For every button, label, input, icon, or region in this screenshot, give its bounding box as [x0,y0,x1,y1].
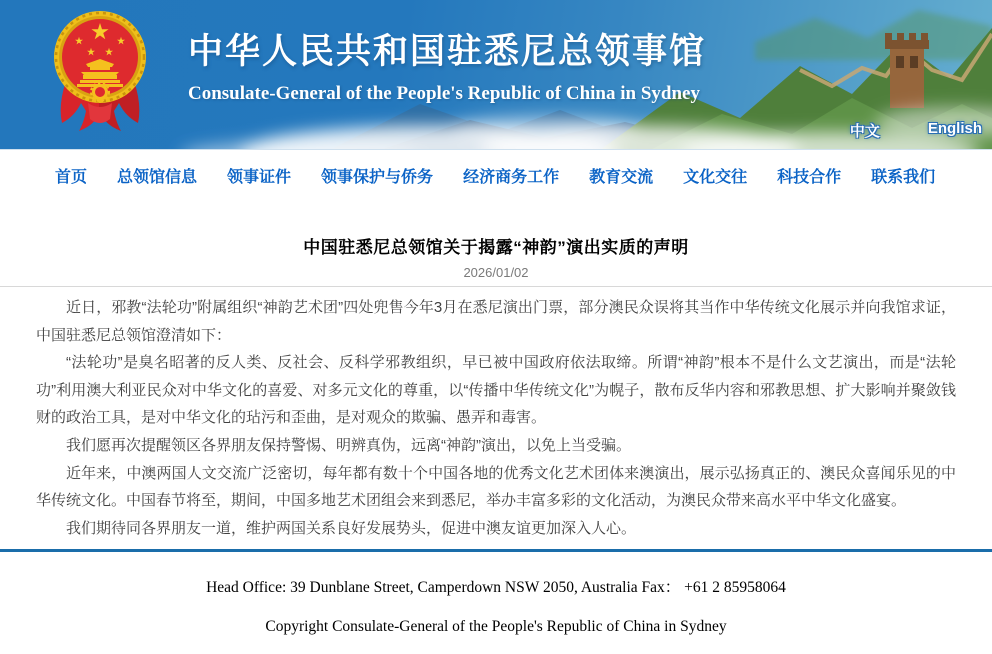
lang-link-english[interactable]: English [927,120,982,137]
site-title-english: Consulate-General of the People's Republic of China in Sydney [188,83,700,104]
site-title-chinese: 中华人民共和国驻悉尼总领事馆 [188,32,707,71]
nav-item-science-tech[interactable]: 科技合作 [777,169,842,186]
article-paragraph-1: 近日，邪教“法轮功”附属组织“神韵艺术团”四处兜售今年3月在悉尼演出门票，部分澳民众误将其当作中华传统文化展示并向我馆求证，中国驻悉尼总领馆澄清如下： [36,299,956,344]
nav-item-consulate-info[interactable]: 总领馆信息 [117,169,198,186]
nav-item-consular-documents[interactable]: 领事证件 [227,169,292,186]
article-body [36,294,956,542]
site-header [0,0,992,150]
article-paragraph-2: “法轮功”是臭名昭著的反人类、反社会、反科学邪教组织，早已被中国政府依法取缔。所谓“神韵”根本不是什么文艺演出，而是“法轮功”利用澳大利亚民众对中华文化的喜爱、对多元文化的尊重，以“传播中华传统文化”为幌子，散布反华内容和邪教思想、扩大影响并聚敛钱财的政治工具，是对中华文化的玷污和歪曲，是对观众的欺骗、愚弄和毒害。 [36,354,956,427]
china-national-emblem [50,7,150,141]
article-title: 中国驻悉尼总领馆关于揭露“神韵”演出实质的声明 [303,238,689,257]
nav-item-consular-protection[interactable]: 领事保护与侨务 [321,169,434,186]
footer-address: Head Office: 39 Dunblane Street, Camperdown NSW 2050, Australia Fax： +61 2 85958064 [206,579,786,597]
site-footer [0,549,992,636]
title-divider [0,286,992,287]
nav-item-economic-commercial[interactable]: 经济商务工作 [463,169,560,186]
language-switcher [850,120,982,141]
lang-link-chinese[interactable]: 中文 [849,123,880,140]
nav-item-cultural-exchange[interactable]: 文化交往 [683,169,748,186]
nav-item-contact-us[interactable]: 联系我们 [871,169,936,186]
nav-item-education-exchange[interactable]: 教育交流 [589,169,654,186]
article-paragraph-5: 我们期待同各界朋友一道，维护两国关系良好发展势头，促进中澳友谊更加深入人心。 [66,519,637,537]
footer-copyright: Copyright Consulate-General of the People's Republic of China in Sydney [265,618,727,636]
article-paragraph-4: 近年来，中澳两国人文交流广泛密切，每年都有数十个中国各地的优秀文化艺术团体来澳演出，展示弘扬真正的、澳民众喜闻乐见的中华传统文化。中国春节将至，期间，中国多地艺术团组会来到悉尼，举办丰富多彩的文化活动，为澳民众带来高水平中华文化盛宴。 [36,464,956,510]
nav-item-home[interactable]: 首页 [55,169,88,186]
main-nav [0,150,992,190]
site-branding [188,24,706,105]
article-date: 2026/01/02 [463,265,529,280]
article [0,233,992,542]
article-paragraph-3: 我们愿再次提醒领区各界朋友保持警惕、明辨真伪，远离“神韵”演出，以免上当受骗。 [66,436,631,454]
great-wall-tower [885,33,929,108]
